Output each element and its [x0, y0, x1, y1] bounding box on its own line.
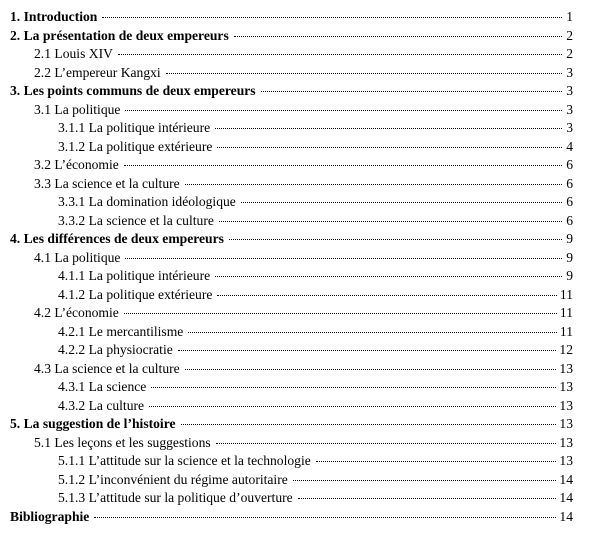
dot-leader	[149, 406, 556, 407]
toc-entry[interactable]	[0, 489, 593, 508]
dot-leader	[124, 313, 557, 314]
toc-entry[interactable]	[0, 360, 593, 379]
toc-entry-line	[34, 64, 573, 83]
dot-leader	[215, 128, 562, 129]
toc-page-number: 11	[559, 286, 573, 302]
toc-entry-title[interactable]: 3.3 La science et la culture	[34, 175, 180, 191]
toc-entry-line	[10, 508, 573, 527]
toc-entry-line	[58, 212, 573, 231]
toc-entry-title[interactable]: 5.1 Les leçons et les suggestions	[34, 434, 211, 450]
toc-entry-line	[58, 267, 573, 286]
dot-leader	[151, 387, 556, 388]
toc-entry-title[interactable]: 5.1.3 L’attitude sur la politique d’ouverture	[58, 490, 293, 505]
toc-page-number: 2	[566, 46, 573, 61]
toc-entry[interactable]	[0, 45, 593, 64]
toc-entry-line	[10, 8, 573, 27]
toc-entry-title[interactable]: Bibliographie	[10, 508, 90, 524]
toc-page-number: 13	[559, 379, 573, 394]
toc-entry[interactable]	[0, 415, 593, 434]
toc-entry-line	[34, 101, 573, 120]
toc-entry-line	[10, 82, 573, 101]
toc-entry-title[interactable]: 5. La suggestion de l’histoire	[10, 416, 176, 431]
dot-leader	[293, 480, 557, 481]
dot-leader	[216, 443, 557, 444]
toc-entry-line	[34, 249, 573, 268]
toc-entry[interactable]	[0, 175, 593, 194]
toc-entry[interactable]	[0, 8, 593, 27]
toc-entry-line	[58, 193, 573, 212]
toc-entry-title[interactable]: 5.1.1 L’attitude sur la science et la technologie	[58, 453, 311, 468]
toc-entry-line	[58, 323, 573, 342]
toc-entry[interactable]	[0, 508, 593, 527]
toc-entry-line	[34, 360, 573, 379]
dot-leader	[178, 350, 557, 351]
toc-entry[interactable]	[0, 119, 593, 138]
toc-page-number: 13	[559, 416, 573, 431]
toc-entry[interactable]	[0, 101, 593, 120]
toc-entry[interactable]	[0, 304, 593, 323]
toc-entry-line	[34, 175, 573, 194]
toc-page-number: 6	[566, 157, 573, 172]
dot-leader	[298, 498, 557, 499]
toc-entry-line	[58, 397, 573, 416]
toc-entry-line	[58, 471, 573, 490]
toc-entry[interactable]	[0, 193, 593, 212]
toc-page-number: 9	[566, 231, 573, 246]
toc-entry-title[interactable]: 4.2 L’économie	[34, 305, 119, 320]
toc-entry-title[interactable]: 4.2.1 Le mercantilisme	[58, 323, 184, 339]
dot-leader	[185, 369, 557, 370]
toc-entry-line	[58, 119, 573, 138]
toc-page-number: 12	[559, 342, 573, 357]
toc-page-number: 3	[566, 120, 573, 135]
dot-leader	[261, 91, 562, 92]
toc-entry[interactable]	[0, 378, 593, 397]
dot-leader	[188, 332, 557, 333]
toc-entry[interactable]	[0, 249, 593, 268]
toc-page-number: 11	[559, 323, 573, 339]
toc-entry-title[interactable]: 2.2 L’empereur Kangxi	[34, 64, 161, 80]
toc-page-number: 9	[566, 249, 573, 265]
toc-entry-title[interactable]: 4. Les différences de deux empereurs	[10, 231, 224, 246]
toc-page-number: 13	[559, 453, 573, 468]
dot-leader	[219, 221, 562, 222]
dot-leader	[316, 461, 557, 462]
toc-entry[interactable]	[0, 471, 593, 490]
toc-page-number: 13	[559, 397, 573, 413]
toc-entry-line	[58, 286, 573, 305]
toc-entry[interactable]	[0, 138, 593, 157]
dot-leader	[229, 239, 562, 240]
toc-entry-title[interactable]: 4.1 La politique	[34, 249, 121, 265]
table-of-contents	[0, 8, 593, 526]
toc-entry[interactable]	[0, 230, 593, 249]
toc-entry-title[interactable]: 4.3.1 La science	[58, 379, 147, 394]
toc-entry-title[interactable]: 2. La présentation de deux empereurs	[10, 27, 229, 43]
toc-page-number: 9	[566, 268, 573, 283]
dot-leader	[125, 110, 562, 111]
toc-entry-line	[58, 452, 573, 471]
toc-entry-line	[58, 341, 573, 360]
dot-leader	[102, 17, 562, 18]
toc-page-number: 13	[559, 434, 573, 450]
toc-entry[interactable]	[0, 341, 593, 360]
toc-entry-line	[10, 415, 573, 434]
dot-leader	[185, 184, 562, 185]
toc-entry-title[interactable]: 4.3.2 La culture	[58, 397, 145, 413]
toc-entry-line	[58, 138, 573, 157]
toc-page-number: 4	[566, 138, 573, 154]
toc-entry-title[interactable]: 4.3 La science et la culture	[34, 360, 180, 376]
toc-entry[interactable]	[0, 452, 593, 471]
toc-page-number: 3	[566, 64, 573, 80]
toc-entry[interactable]	[0, 212, 593, 231]
toc-entry[interactable]	[0, 323, 593, 342]
toc-entry[interactable]	[0, 156, 593, 175]
toc-entry-line	[58, 489, 573, 508]
toc-entry-title[interactable]: 3.3.2 La science et la culture	[58, 212, 214, 228]
toc-entry-title[interactable]: 5.1.2 L’inconvénient du régime autoritaire	[58, 471, 288, 487]
dot-leader	[118, 54, 562, 55]
dot-leader	[166, 73, 562, 74]
toc-page-number: 6	[566, 212, 573, 228]
toc-entry-line	[10, 230, 573, 249]
toc-entry[interactable]	[0, 286, 593, 305]
toc-entry-title[interactable]: 4.2.2 La physiocratie	[58, 342, 173, 357]
toc-entry-title[interactable]: 3. Les points communs de deux empereurs	[10, 83, 256, 98]
toc-page-number: 14	[559, 490, 573, 505]
toc-page-number: 14	[559, 508, 573, 524]
dot-leader	[125, 258, 562, 259]
toc-entry[interactable]	[0, 82, 593, 101]
toc-entry[interactable]	[0, 397, 593, 416]
toc-entry[interactable]	[0, 64, 593, 83]
toc-entry-title[interactable]: 4.1.1 La politique intérieure	[58, 268, 211, 283]
toc-entry[interactable]	[0, 27, 593, 46]
toc-entry[interactable]	[0, 267, 593, 286]
toc-entry-line	[34, 304, 573, 323]
toc-page-number: 6	[566, 194, 573, 209]
toc-page-number: 3	[566, 83, 573, 98]
dot-leader	[215, 276, 562, 277]
dot-leader	[217, 147, 562, 148]
toc-page-number: 6	[566, 175, 573, 191]
dot-leader	[217, 295, 557, 296]
toc-entry-line	[58, 378, 573, 397]
toc-entry-title[interactable]: 2.1 Louis XIV	[34, 46, 113, 61]
toc-page-number: 14	[559, 471, 573, 487]
dot-leader	[94, 517, 556, 518]
toc-entry-title[interactable]: 3.3.1 La domination idéologique	[58, 194, 236, 209]
toc-entry-line	[34, 156, 573, 175]
toc-entry[interactable]	[0, 434, 593, 453]
toc-entry-title[interactable]: 3.1 La politique	[34, 101, 121, 117]
toc-page-number: 13	[559, 360, 573, 376]
dot-leader	[124, 165, 562, 166]
toc-entry-title[interactable]: 3.1.1 La politique intérieure	[58, 120, 211, 135]
dot-leader	[234, 36, 562, 37]
toc-page-number: 3	[566, 101, 573, 117]
toc-page-number: 1	[566, 9, 573, 24]
dot-leader	[241, 202, 562, 203]
toc-page-number: 2	[566, 27, 573, 43]
toc-entry-line	[34, 45, 573, 64]
toc-entry-title[interactable]: 4.1.2 La politique extérieure	[58, 286, 213, 302]
toc-entry-line	[34, 434, 573, 453]
toc-entry-title[interactable]: 3.1.2 La politique extérieure	[58, 138, 213, 154]
toc-entry-line	[10, 27, 573, 46]
dot-leader	[181, 424, 557, 425]
toc-entry-title[interactable]: 3.2 L’économie	[34, 157, 119, 172]
toc-page-number: 11	[559, 305, 573, 320]
toc-entry-title[interactable]: 1. Introduction	[10, 9, 98, 24]
